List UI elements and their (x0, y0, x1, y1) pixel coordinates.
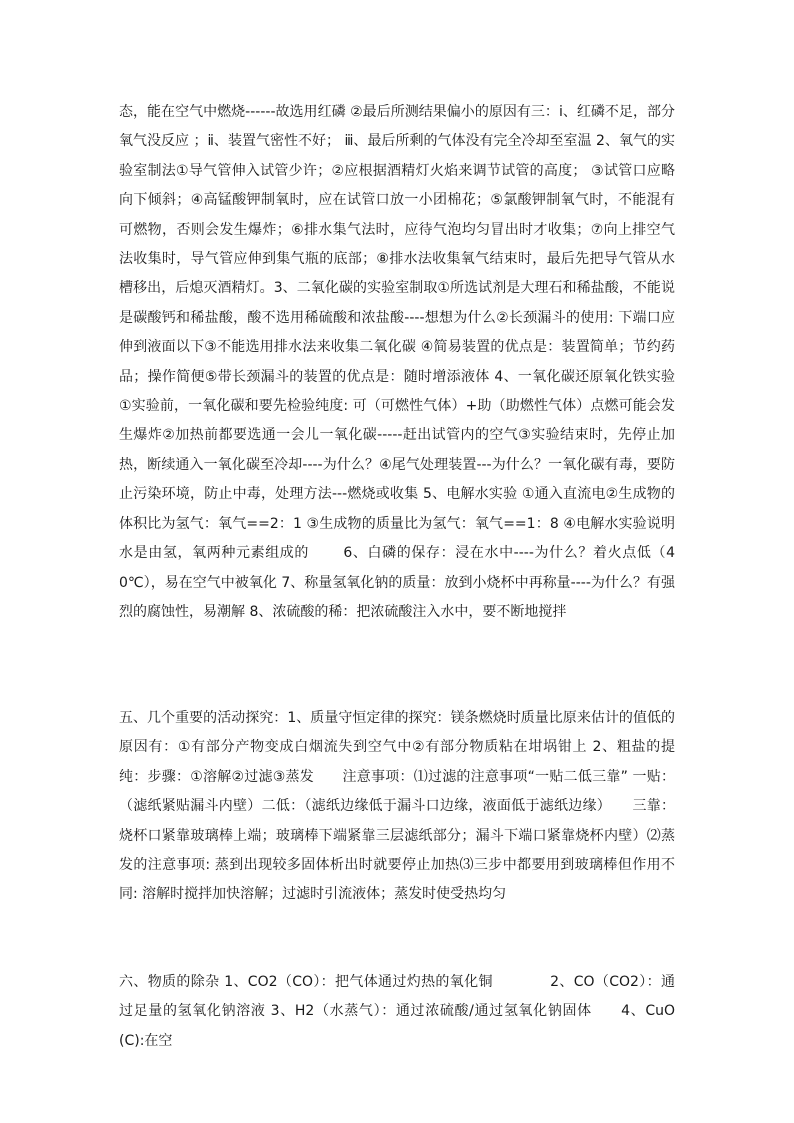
paragraph-activity-inquiry: 五、几个重要的活动探究：1、质量守恒定律的探究：镁条燃烧时质量比原来估计的值低的原因有：①有部分产物变成白烟流失到空气中②有部分物质粘在坩埚钳上 2、粗盐的提纯：步骤：①溶解②过滤③蒸发 注意事项：⑴过滤的注意事项“一贴二低三靠” 一贴：（滤纸紧贴漏斗内壁）二低：（滤纸边缘低于漏斗口边缘，液面低于滤纸边缘） 三靠：烧杯口紧靠玻璃棒上端；玻璃棒下端紧靠三层滤纸部分；漏斗下端口紧靠烧杯内壁）⑵蒸发的注意事项: 蒸到出现较多固体析出时就要停止加热⑶三步中都要用到玻璃棒但作用不同: 溶解时搅拌加快溶解；过滤时引流液体；蒸发时使受热均匀 (119, 710, 675, 903)
paragraph-experiment-notes: 态，能在空气中燃烧------故选用红磷 ②最后所测结果偏小的原因有三：ⅰ、红磷不足，部分氧气没反应 ；ⅱ、装置气密性不好； ⅲ、最后所剩的气体没有完全冷却至室温 2、氧气的实验室制法①导气管伸入试管少许；②应根据酒精灯火焰来调节试管的高度； ③试管口应略向下倾斜；④高锰酸钾制氧时，应在试管口放一小团棉花；⑤氯酸钾制氧气时，不能混有可燃物，否则会发生爆炸；⑥排水集气法时，应待气泡均匀冒出时才收集；⑦向上排空气法收集时，导气管应伸到集气瓶的底部；⑧排水法收集氧气结束时，最后先把导气管从水槽移出，后熄灭酒精灯。3、二氧化碳的实验室制取①所选试剂是大理石和稀盐酸，不能说是碳酸钙和稀盐酸，酸不选用稀硫酸和浓盐酸----想想为什么②长颈漏斗的使用: 下端口应伸到液面以下③不能选用排水法来收集二氧化碳 ④简易装置的优点是：装置简单；节约药品；操作简便⑤带长颈漏斗的装置的优点是：随时增添液体 4、一氧化碳还原氧化铁实验①实验前，一氧化碳和要先检验纯度: 可（可燃性气体）+助（助燃性气体）点燃可能会发生爆炸②加热前都要选通一会儿一氧化碳-----赶出试管内的空气③实验结束时，先停止加热，断续通入一氧化碳至冷却----为什么？④尾气处理装置---为什么？一氧化碳有毒，要防止污染环境，防止中毒，处理方法---燃烧或收集 5、电解水实验 ①通入直流电②生成物的体积比为氢气：氧气==2：1 ③生成物的质量比为氢气：氧气==1：8 ④电解水实验说明水是由氢，氧两种元素组成的 6、白磷的保存：浸在水中----为什么？着火点低（40℃），易在空气中被氧化 7、称量氢氧化钠的质量：放到小烧杯中再称量----为什么？有强烈的腐蚀性，易潮解 8、浓硫酸的稀：把浓硫酸注入水中，要不断地搅拌 (119, 104, 675, 620)
paragraph-impurity-removal: 六、物质的除杂 1、CO2（CO）：把气体通过灼热的氧化铜 2、CO（CO2）：通过足量的氢氧化钠溶液 3、H2（水蒸气）：通过浓硫酸/通过氢氧化钠固体 4、CuO(C):在空 (119, 974, 675, 1049)
